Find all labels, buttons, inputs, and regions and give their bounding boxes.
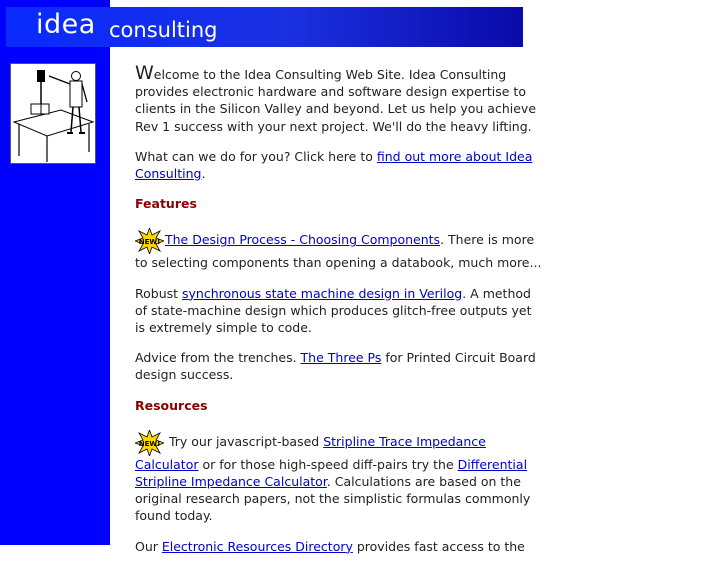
- svg-text:NEW!: NEW!: [138, 439, 161, 448]
- feature-item-design-process: [135, 228, 545, 271]
- resources-heading: Resources: [135, 397, 208, 413]
- calculators-tail: . Calculations are based on the original research papers, not the simplistic formulas commonly found today.: [135, 474, 531, 524]
- features-heading: Features: [135, 196, 197, 212]
- differential-calculator-link[interactable]: Differential Stripline Impedance Calculator: [135, 456, 528, 490]
- intro-dropcap: W: [135, 62, 154, 84]
- new-badge-icon: [135, 228, 164, 254]
- feature-item-state-machine: [135, 285, 545, 337]
- three-ps-text: for Printed Circuit Board design success.: [135, 350, 536, 383]
- resource-item-directory: [135, 538, 545, 555]
- stripline-calculator-link[interactable]: Stripline Trace Impedance Calculator: [135, 433, 486, 472]
- engineer-illustration: [10, 63, 96, 164]
- intro-paragraph: [135, 62, 545, 135]
- state-machine-text: . A method of state-machine design which produces glitch-free outputs yet is extremely simple to code.: [135, 285, 532, 336]
- resources-directory-link[interactable]: Electronic Resources Directory: [161, 538, 353, 554]
- what-can-text: What can we do for you? Click here to: [135, 148, 377, 164]
- banner-logo-consulting: consulting: [109, 18, 218, 42]
- svg-text:NEW!: NEW!: [138, 238, 161, 247]
- calculators-mid: or for those high-speed diff-pairs try the: [198, 456, 458, 472]
- feature-item-three-ps: [135, 349, 545, 383]
- intro-text: elcome to the Idea Consulting Web Site. Idea Consulting provides electronic hardware and software design expertise to clients in the Silicon Valley and beyond. Let us help you achieve Rev 1 success with your next project. We'll do the heavy lifting.: [135, 67, 537, 134]
- what-can-paragraph: [135, 148, 545, 182]
- resource-item-calculators: [135, 430, 545, 525]
- calculators-pre: Try our javascript-based: [165, 433, 324, 449]
- new-badge-icon: [135, 430, 164, 456]
- site-banner: [6, 7, 523, 47]
- what-can-tail: .: [201, 166, 206, 182]
- directory-pre: Our: [135, 538, 162, 554]
- about-link[interactable]: find out more about Idea Consulting: [135, 148, 533, 182]
- main-content: [135, 62, 545, 568]
- design-process-text: . There is more to selecting components than opening a databook, much more...: [135, 232, 542, 271]
- three-ps-link[interactable]: The Three Ps: [300, 350, 382, 366]
- directory-tail: provides fast access to the: [352, 538, 525, 554]
- state-machine-pre: Robust: [135, 285, 183, 301]
- design-process-link[interactable]: The Design Process - Choosing Components: [165, 232, 441, 248]
- three-ps-pre: Advice from the trenches.: [135, 350, 301, 366]
- state-machine-link[interactable]: synchronous state machine design in Verilog: [182, 285, 463, 301]
- banner-logo-idea: idea: [36, 9, 96, 40]
